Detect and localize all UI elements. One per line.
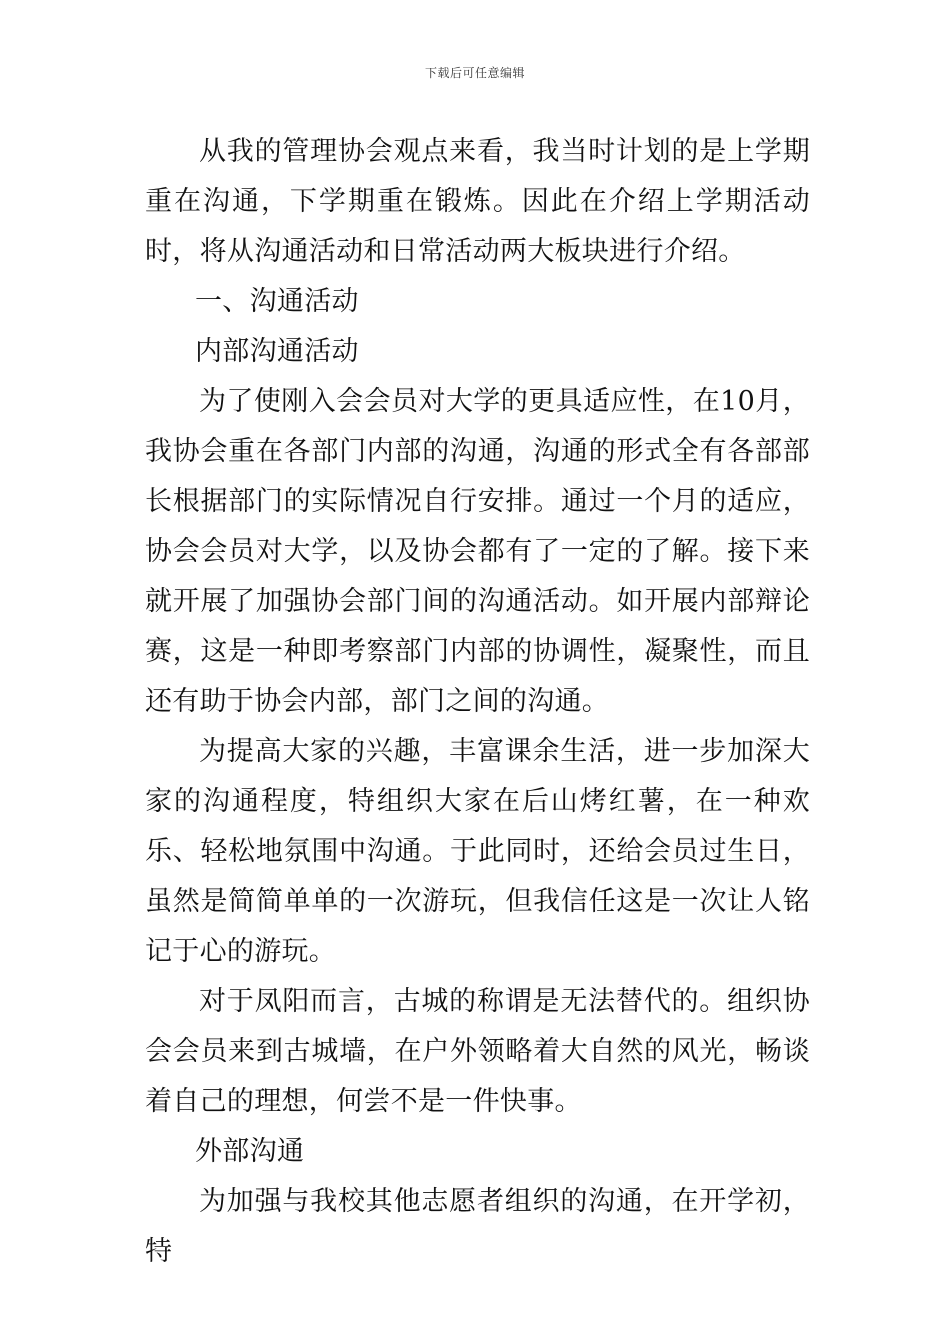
paragraph-outing: 为提高大家的兴趣，丰富课余生活，进一步加深大家的沟通程度，特组织大家在后山烤红薯，在一种欢乐、轻松地氛围中沟通。于此同时，还给会员过生日，虽然是简简单单的一次游玩，但我信任这是一次让人铭记于心的游玩。	[145, 736, 810, 967]
page-header-note: 下载后可任意编辑	[424, 66, 525, 80]
paragraph-intro: 从我的管理协会观点来看，我当时计划的是上学期重在沟通，下学期重在锻炼。因此在介绍上学期活动时，将从沟通活动和日常活动两大板块进行介绍。	[145, 136, 810, 267]
paragraph-external-start: 为加强与我校其他志愿者组织的沟通，在开学初，特	[145, 1186, 810, 1267]
subheading-external-communication: 外部沟通	[195, 1136, 305, 1167]
document-body	[145, 127, 810, 1277]
paragraph-internal-activities: 为了使刚入会会员对大学的更具适应性，在10月，我协会重在各部门内部的沟通，沟通的形式全有各部部长根据部门的实际情况自行安排。通过一个月的适应，协会会员对大学，以及协会都有了一定的了解。接下来就开展了加强协会部门间的沟通活动。如开展内部辩论赛，这是一种即考察部门内部的协调性，凝聚性，而且还有助于协会内部，部门之间的沟通。	[145, 386, 810, 717]
section-heading-communication: 一、沟通活动	[195, 286, 359, 317]
subheading-internal-communication: 内部沟通活动	[195, 336, 359, 367]
paragraph-ancient-city: 对于凤阳而言，古城的称谓是无法替代的。组织协会会员来到古城墙，在户外领略着大自然的风光，畅谈着自己的理想，何尝不是一件快事。	[145, 986, 810, 1117]
